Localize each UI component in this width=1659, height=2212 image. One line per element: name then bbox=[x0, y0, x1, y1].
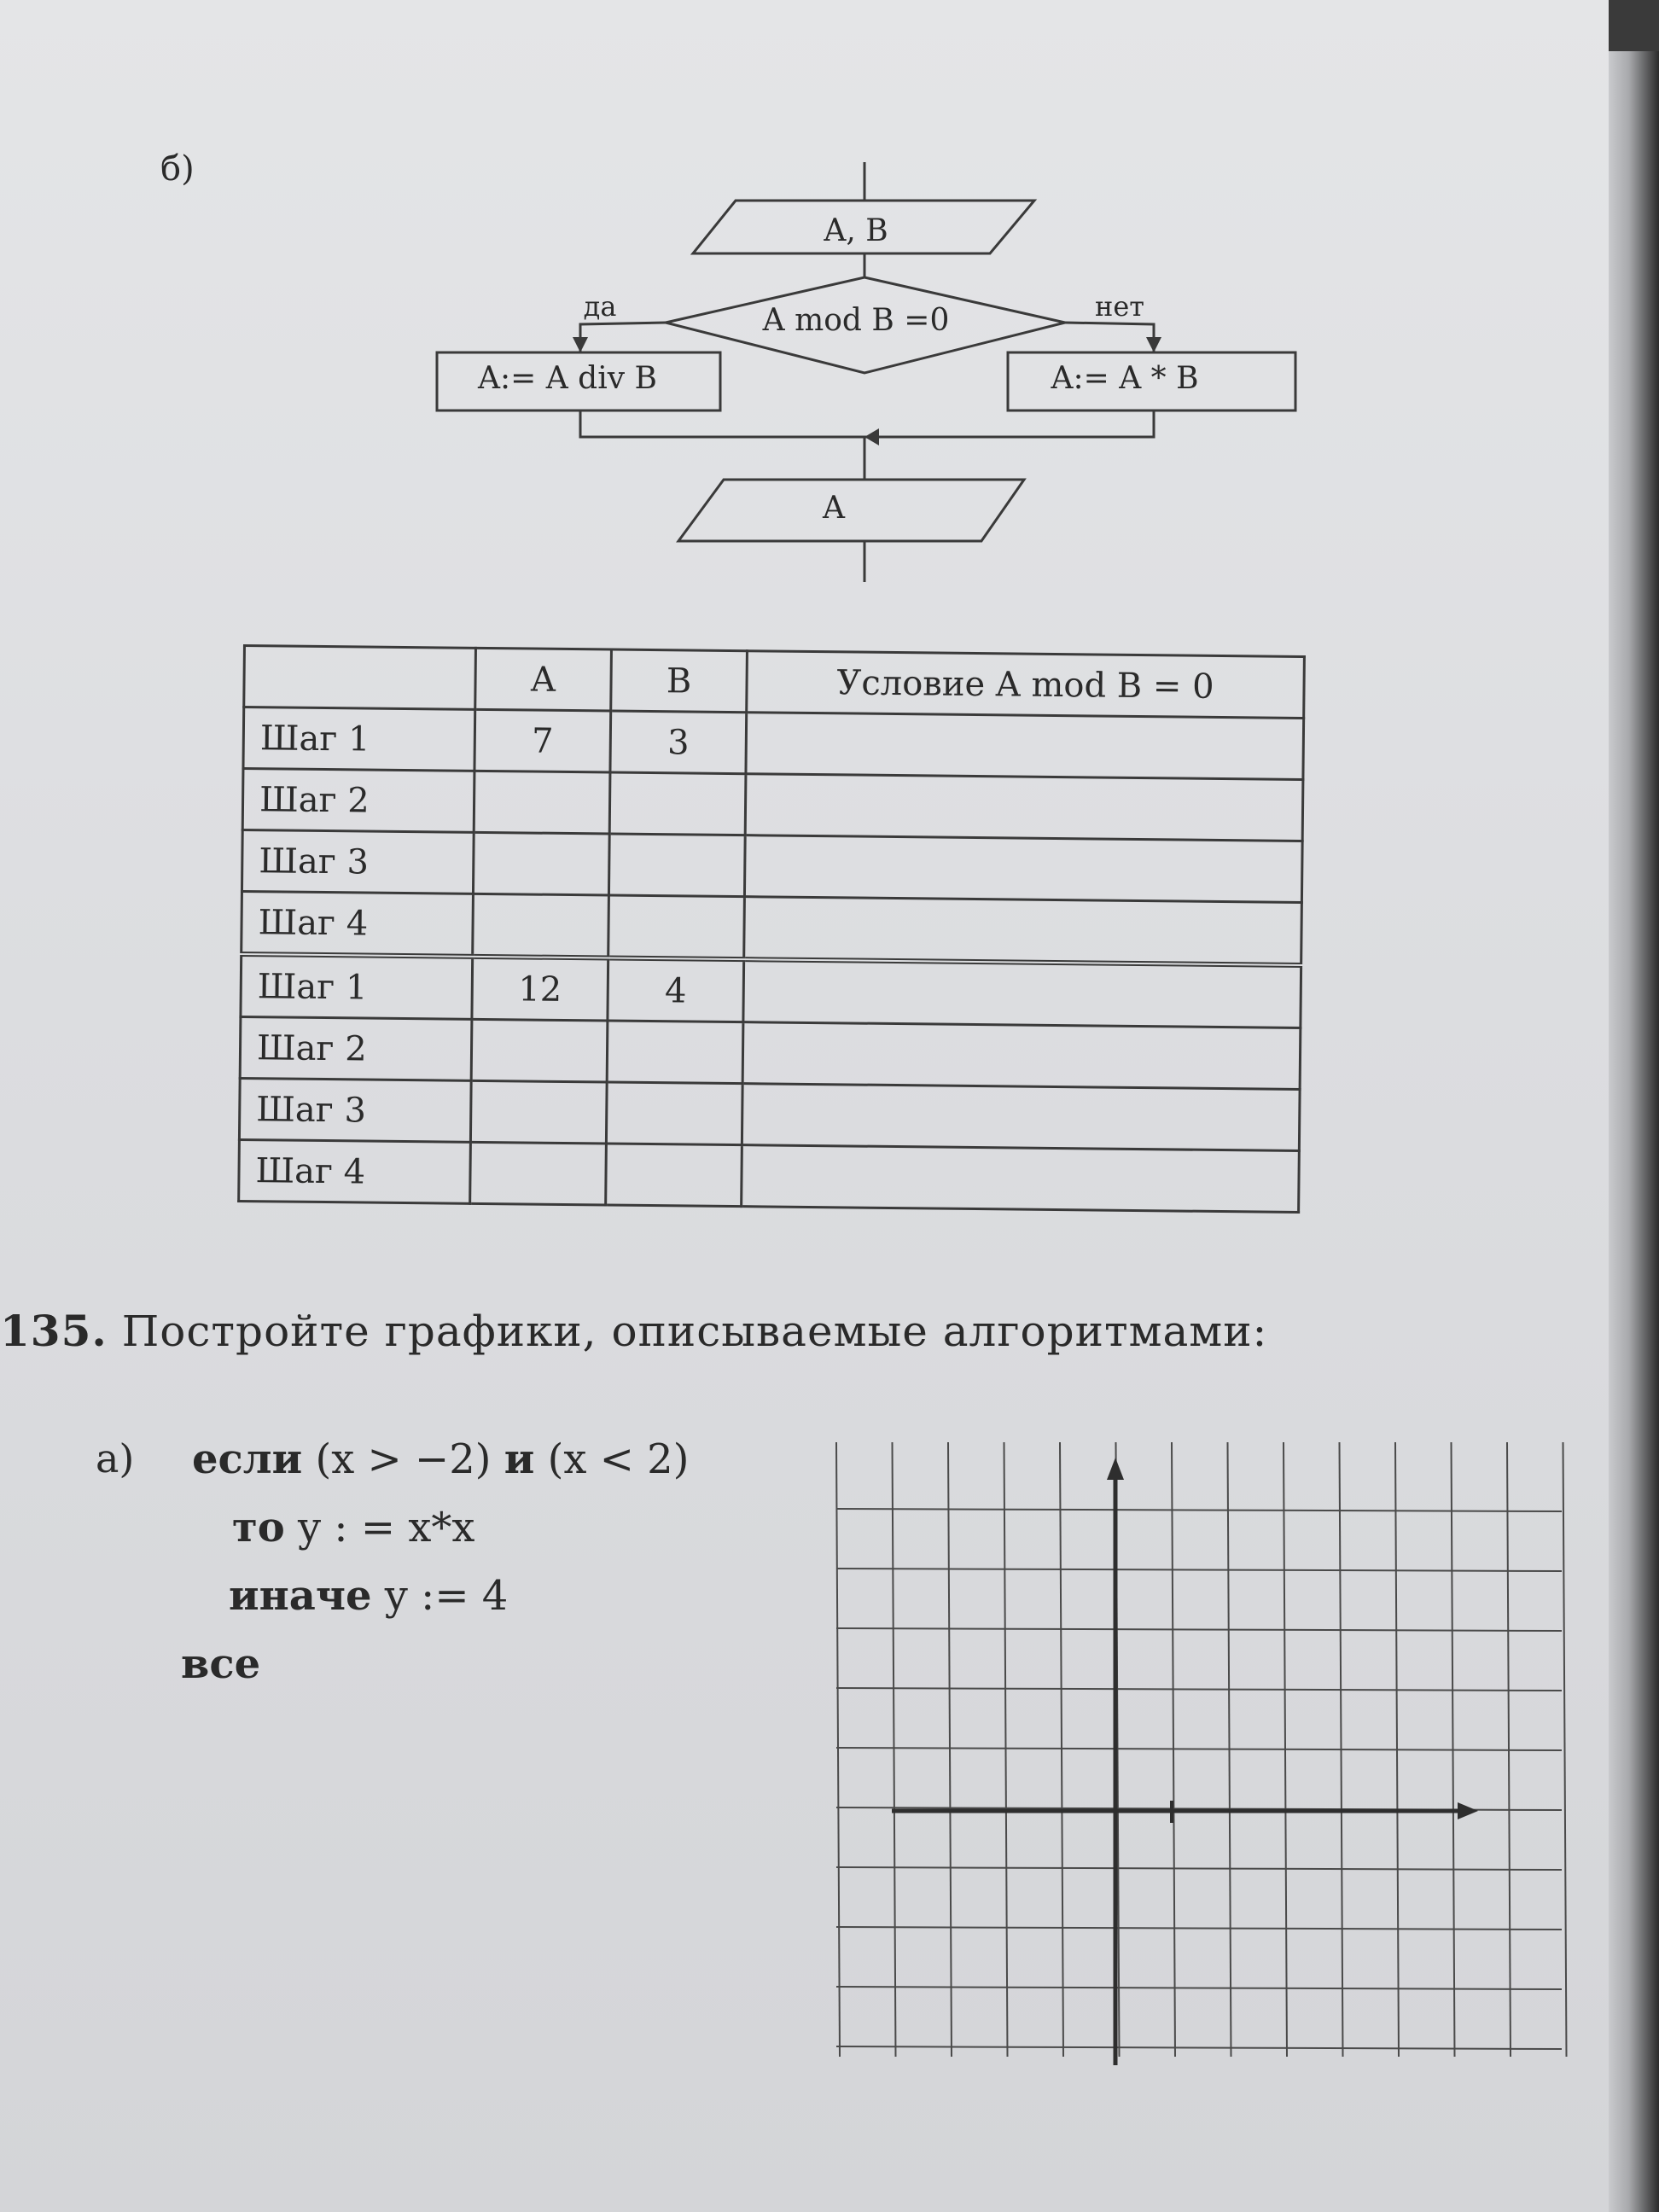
value-a-cell: 7 bbox=[474, 709, 611, 772]
table-row bbox=[239, 1139, 1300, 1212]
condition-cell bbox=[744, 835, 1302, 903]
table-row bbox=[242, 891, 1302, 965]
no-branch-line bbox=[1065, 323, 1154, 352]
condition-label: A mod B =0 bbox=[762, 303, 950, 338]
value-b-cell bbox=[607, 1021, 743, 1084]
output-label: A bbox=[823, 491, 845, 526]
no-action-label: A:= A * B bbox=[1051, 361, 1199, 396]
condition-cell bbox=[745, 774, 1303, 841]
keyword-else: иначе bbox=[229, 1572, 372, 1620]
value-b-cell: 3 bbox=[610, 711, 747, 774]
grid-line-vertical bbox=[1004, 1442, 1008, 2057]
condition-cell bbox=[742, 1084, 1300, 1151]
yes-arrow-icon bbox=[573, 337, 588, 352]
no-arrow-icon bbox=[1146, 337, 1161, 352]
condition-cell bbox=[742, 1145, 1300, 1213]
coordinate-grid bbox=[819, 1442, 1570, 2074]
grid-line-vertical bbox=[1563, 1442, 1567, 2057]
condition-cell bbox=[742, 1022, 1301, 1090]
grid-line-vertical bbox=[948, 1442, 952, 2057]
table-row bbox=[239, 1078, 1300, 1150]
yes-label: да bbox=[583, 290, 617, 323]
yes-action-label: A:= A div B bbox=[478, 361, 657, 396]
table-row bbox=[242, 830, 1302, 903]
x-axis-arrow-icon bbox=[1458, 1802, 1478, 1819]
condition-right: (x < 2) bbox=[547, 1435, 690, 1483]
condition-cell bbox=[746, 713, 1304, 780]
item-label: а) bbox=[96, 1435, 135, 1481]
step-cell: Шаг 4 bbox=[242, 891, 474, 956]
flowchart bbox=[0, 0, 1659, 597]
value-b-cell bbox=[606, 1144, 742, 1207]
value-a-cell bbox=[473, 832, 609, 895]
condition-cell bbox=[744, 897, 1302, 965]
else-expression: y := 4 bbox=[384, 1572, 509, 1620]
grid-line-horizontal bbox=[836, 2046, 1562, 2049]
grid-line-horizontal bbox=[836, 1987, 1562, 1989]
step-cell: Шаг 3 bbox=[242, 830, 474, 894]
table-header-cell bbox=[244, 646, 476, 710]
no-label: нет bbox=[1095, 290, 1144, 323]
value-b-cell bbox=[608, 895, 745, 959]
table-header-row bbox=[244, 646, 1305, 719]
grid-line-horizontal bbox=[836, 1509, 1562, 1511]
keyword-and: и bbox=[504, 1435, 535, 1483]
condition-cell bbox=[743, 959, 1301, 1027]
table-row bbox=[242, 769, 1303, 841]
output-parallelogram bbox=[678, 480, 1024, 541]
algorithm-line-1 bbox=[192, 1435, 689, 1483]
keyword-end: все bbox=[181, 1640, 261, 1688]
value-b-cell: 4 bbox=[608, 958, 744, 1022]
keyword-if: если bbox=[192, 1435, 303, 1483]
grid-line-vertical bbox=[836, 1442, 840, 2057]
subpart-label: б) bbox=[160, 149, 195, 189]
value-b-cell bbox=[606, 1082, 742, 1145]
y-axis-arrow-icon bbox=[1107, 1458, 1124, 1480]
grid-line-horizontal bbox=[836, 1569, 1562, 1571]
grid-line-vertical bbox=[893, 1442, 896, 2057]
step-cell: Шаг 2 bbox=[240, 1016, 472, 1080]
exercise-heading bbox=[0, 1306, 1267, 1356]
merge-arrow-icon bbox=[864, 428, 879, 445]
algorithm-line-4 bbox=[181, 1640, 260, 1688]
table-header-cell: A bbox=[475, 648, 612, 711]
algorithm-line-2 bbox=[232, 1504, 474, 1551]
keyword-then: то bbox=[232, 1504, 285, 1551]
table-header-cell: B bbox=[611, 649, 748, 713]
value-a-cell bbox=[470, 1142, 607, 1205]
value-b-cell bbox=[609, 772, 746, 835]
value-a-cell bbox=[471, 1019, 608, 1082]
algorithm-line-3 bbox=[229, 1572, 508, 1620]
value-a-cell: 12 bbox=[472, 957, 608, 1021]
trace-table bbox=[237, 644, 1306, 1214]
then-expression: y : = x*x bbox=[298, 1504, 475, 1551]
step-cell: Шаг 2 bbox=[242, 769, 474, 833]
exercise-title: Постройте графики, описываемые алгоритмами: bbox=[121, 1307, 1268, 1356]
grid-line-horizontal bbox=[836, 1927, 1562, 1930]
table-header-cell: Условие A mod B = 0 bbox=[747, 651, 1305, 719]
table-row bbox=[243, 707, 1304, 780]
table-row bbox=[241, 954, 1301, 1028]
condition-left: (x > −2) bbox=[315, 1435, 492, 1483]
step-cell: Шаг 4 bbox=[239, 1139, 471, 1203]
yes-branch-line bbox=[580, 323, 666, 352]
step-cell: Шаг 1 bbox=[243, 707, 475, 771]
value-a-cell bbox=[473, 894, 609, 958]
exercise-number: 135. bbox=[0, 1306, 108, 1356]
step-cell: Шаг 1 bbox=[241, 954, 473, 1019]
merge-line bbox=[580, 410, 1154, 437]
step-cell: Шаг 3 bbox=[239, 1078, 471, 1142]
value-a-cell bbox=[474, 771, 610, 834]
value-a-cell bbox=[470, 1080, 607, 1144]
table-row bbox=[240, 1016, 1301, 1089]
input-label: A, B bbox=[824, 213, 888, 248]
value-b-cell bbox=[608, 834, 745, 897]
grid-line-vertical bbox=[1060, 1442, 1063, 2057]
